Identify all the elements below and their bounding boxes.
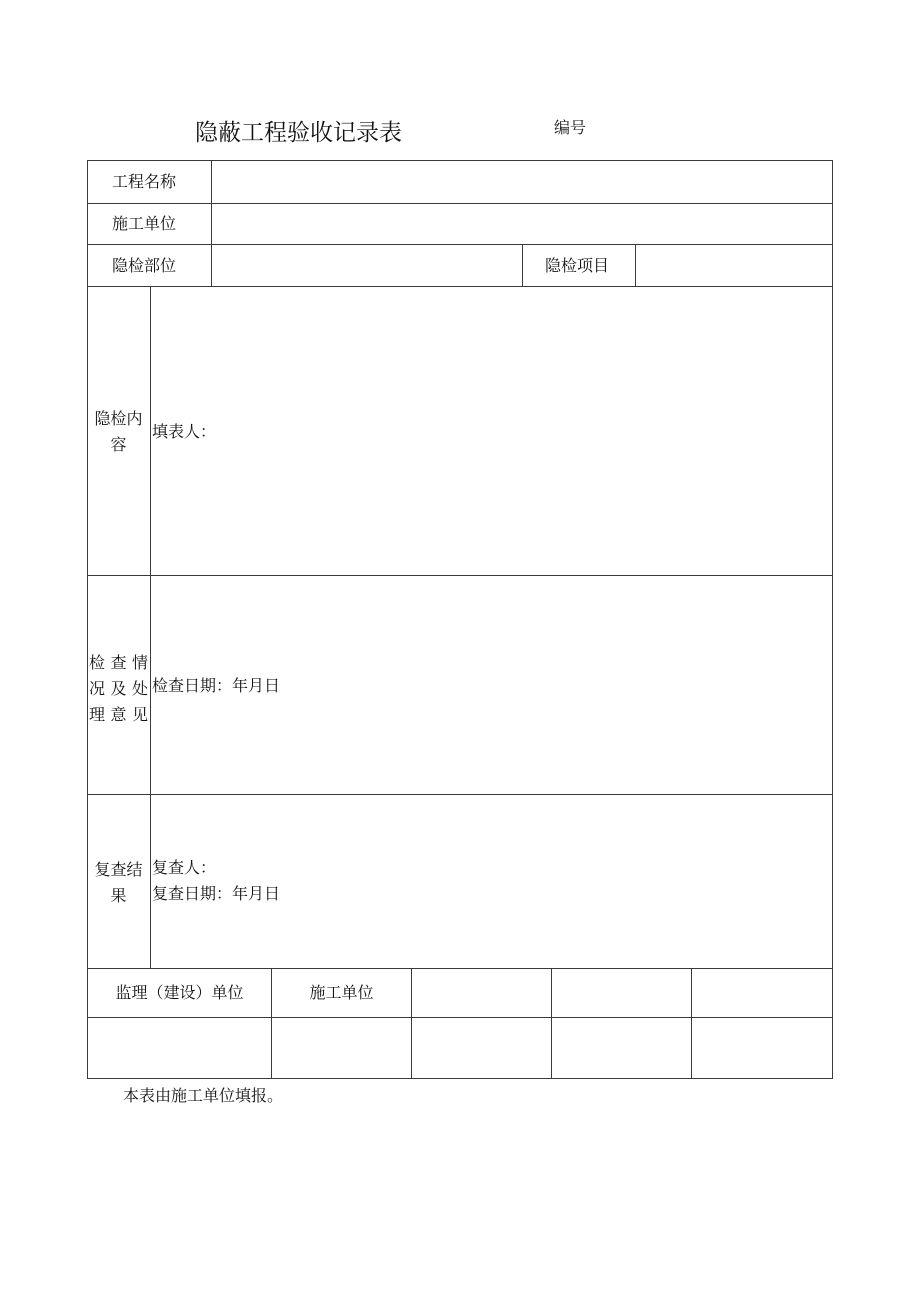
table-row-divider	[87, 203, 833, 204]
recheck-result-label: 复查结果	[94, 860, 143, 905]
table-col-divider	[551, 968, 552, 1078]
construction-unit-field[interactable]	[220, 214, 820, 234]
table-row-divider	[87, 794, 833, 795]
recheck-date: 复查日期：年月日	[152, 884, 281, 903]
inspection-part-field[interactable]	[220, 256, 510, 276]
page-title: 隐蔽工程验收记录表	[195, 120, 402, 146]
recheck-person: 复查人：	[152, 858, 217, 877]
table-col-divider	[150, 286, 151, 968]
table-border-top	[87, 160, 833, 161]
inspection-content-label: 隐检内容	[94, 409, 143, 454]
table-row-divider	[87, 575, 833, 576]
construction-unit-label: 施工单位	[112, 214, 177, 233]
supervision-unit-label: 监理（建设）单位	[115, 983, 244, 1002]
table-border-bottom	[87, 1078, 833, 1079]
inspection-content-filler: 填表人：	[152, 422, 217, 441]
signature-field[interactable]	[692, 1038, 832, 1058]
check-result-label: 检查情况及处理意见	[89, 653, 148, 724]
table-col-divider	[411, 968, 412, 1078]
table-col-divider	[522, 244, 523, 286]
signature-field[interactable]	[412, 1038, 551, 1058]
table-col-divider	[635, 244, 636, 286]
table-col-divider	[691, 968, 692, 1078]
project-name-label: 工程名称	[112, 172, 177, 191]
project-name-field[interactable]	[220, 172, 820, 192]
footer-note: 本表由施工单位填报。	[123, 1086, 284, 1105]
table-col-divider	[211, 160, 212, 286]
inspection-item-label: 隐检项目	[545, 256, 610, 275]
table-row-divider	[87, 244, 833, 245]
signature-field[interactable]	[552, 1038, 691, 1058]
table-row-divider	[87, 968, 833, 969]
table-border-left	[87, 160, 88, 1079]
inspection-item-field[interactable]	[645, 256, 820, 276]
check-date: 检查日期：年月日	[152, 676, 281, 695]
construction-signature-field[interactable]	[272, 1038, 411, 1058]
table-row-divider	[87, 1017, 833, 1018]
serial-number-label: 编号	[554, 118, 587, 137]
table-border-right	[832, 160, 833, 1079]
inspection-part-label: 隐检部位	[112, 256, 177, 275]
construction-unit-signature-label: 施工单位	[309, 983, 374, 1002]
table-row-divider	[87, 286, 833, 287]
supervision-signature-field[interactable]	[88, 1038, 271, 1058]
